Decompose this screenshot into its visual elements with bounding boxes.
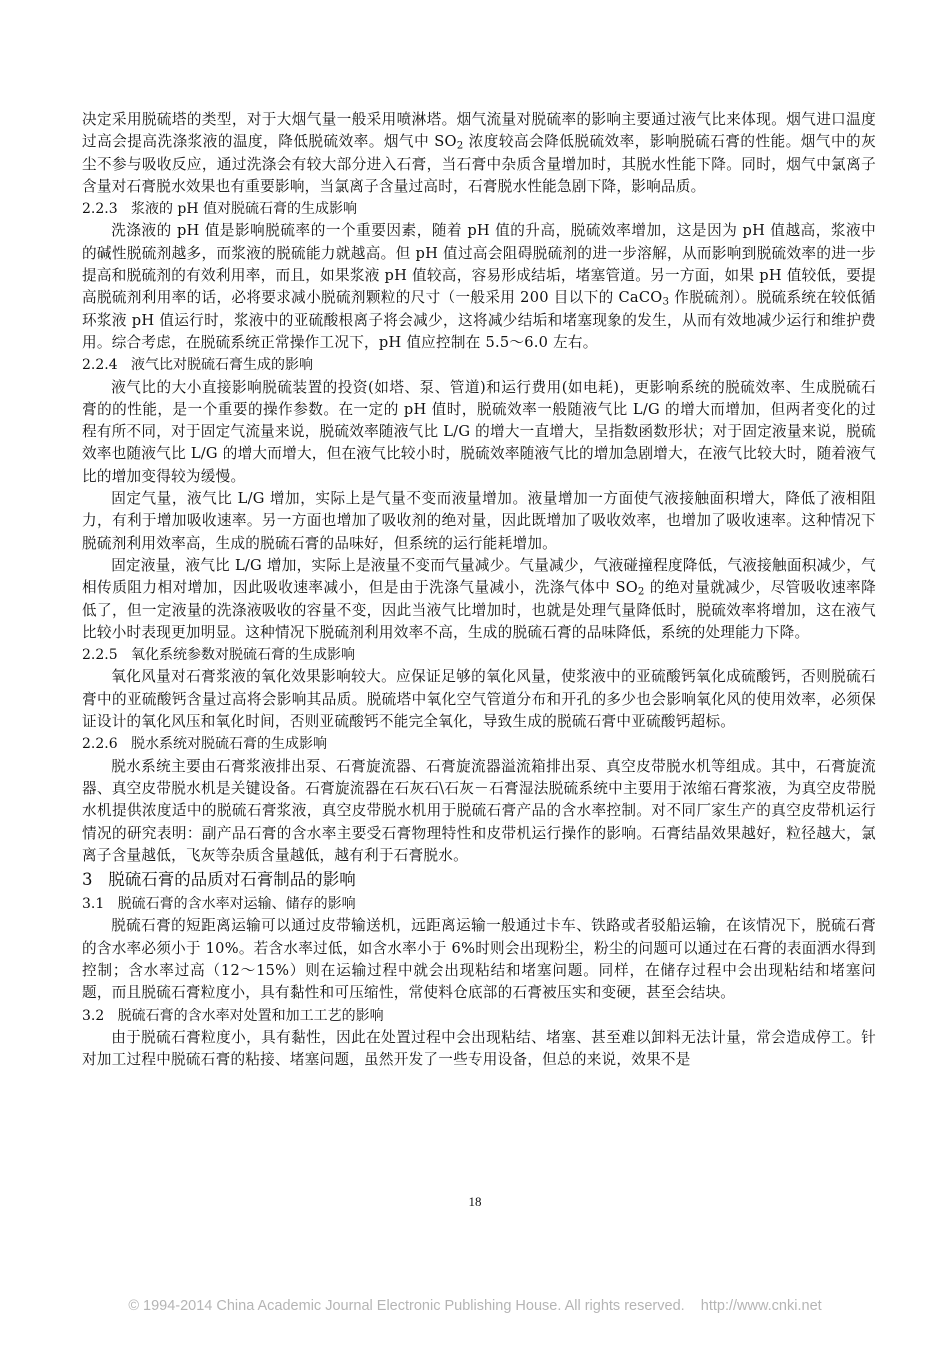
subscript: 3 bbox=[662, 296, 670, 308]
heading-2-2-6: 2.2.6 脱水系统对脱硫石膏的生成影响 bbox=[82, 736, 327, 753]
paragraph-text: 作脱硫剂）。脱硫系统在较低循环浆液 pH 值运行时，浆液中的亚硫酸根离子将会减少，这将减少结垢和堵塞现象的发生，从而有效地减少运行和维护费用。综合考虑，在脱硫系统正常操作工况下，pH 值应控制在 5.5～6.0 左右。 bbox=[82, 289, 877, 351]
paragraph-lg-ratio: 液气比的大小直接影响脱硫装置的投资(如塔、泵、管道)和运行费用(如电耗)，更影响系统的脱硫效率、生成脱硫石膏的的性能，是一个重要的操作参数。在一定的 pH 值时，脱硫效率一般随液气比 L/G 的增大而增加，但两者变化的过程有所不同，对于固定气流量来说，脱硫效率随液气比 L/G 的增大一直增大，呈指数函数形状；对于固定液量来说，脱硫效率也随液气比 L/G 的增大而增大，但在液气比较小时，脱硫效率随液气比的增加急剧增大，在液气比较大时，随着液气比的增加变得较为缓慢。 bbox=[82, 378, 876, 485]
heading-2-2-3: 2.2.3 浆液的 pH 值对脱硫石膏的生成影响 bbox=[82, 201, 358, 218]
paragraph-text: 的绝对量就减少，尽管吸收速率降低了，但一定液量的洗涤液吸收的容量不变，因此当液气比增加时，也就是处理气量降低时，脱硫效率将增加，这在液气比较小时表现更加明显。这种情况下脱硫剂利用效率不高，生成的脱硫石膏的品味降低，系统的处理能力下降。 bbox=[82, 579, 876, 641]
heading-2-2-4: 2.2.4 液气比对脱硫石膏生成的影响 bbox=[82, 357, 313, 374]
paragraph-fixed-liquid bbox=[82, 555, 876, 644]
subscript: 2 bbox=[637, 586, 645, 598]
paragraph-processing: 由于脱硫石膏粒度小，具有黏性，因此在处置过程中会出现粘结、堵塞、甚至难以卸料无法计量，常会造成停工。针对加工过程中脱硫石膏的粘接、堵塞问题，虽然开发了一些专用设备，但总的来说，效果不是 bbox=[82, 1028, 876, 1069]
heading-2-2-5: 2.2.5 氧化系统参数对脱硫石膏的生成影响 bbox=[82, 647, 355, 664]
paragraph-ph bbox=[82, 220, 876, 354]
paragraph-dewatering: 脱水系统主要由石膏浆液排出泵、石膏旋流器、石膏旋流器溢流箱排出泵、真空皮带脱水机等组成。其中，石膏旋流器、真空皮带脱水机是关键设备。石膏旋流器在石灰石\石灰－石膏湿法脱硫系统中主要用于浓缩石膏浆液，为真空皮带脱水机提供浓度适中的脱硫石膏浆液，真空皮带脱水机用于脱硫石膏产品的含水率控制。对不同厂家生产的真空皮带机运行情况的研究表明：副产品石膏的含水率主要受石膏物理特性和皮带机运行操作的影响。石膏结晶效果越好，粒径越大，氯离子含量越低，飞灰等杂质含量越低，越有利于石膏脱水。 bbox=[82, 757, 876, 864]
page-number: 18 bbox=[468, 1194, 482, 1209]
paragraph-text: 固定液量，液气比 L/G 增加，实际上是液量不变而气量减少。气量减少，气液碰撞程度降低，气液接触面积减少，气相传质阻力相对增加，因此吸收速率减小，但是由于洗涤气量减小，洗涤气体中 SO bbox=[82, 556, 876, 597]
copyright-footer: © 1994-2014 China Academic Journal Electronic Publishing House. All rights reserved. http://www.cnki.net bbox=[128, 1298, 822, 1314]
paragraph-text: 浓度较高会降低脱硫效率，影响脱硫石膏的性能。烟气中的灰尘不参与吸收反应，通过洗涤会有较大部分进入石膏，当石膏中杂质含量增加时，其脱水性能下降。同时，烟气中氯离子含量对石膏脱水效果也有重要影响，当氯离子含量过高时，石膏脱水性能急剧下降，影响品质。 bbox=[82, 133, 876, 195]
paragraph-flue-gas bbox=[82, 109, 876, 198]
paragraph-oxidation: 氧化风量对石膏浆液的氧化效果影响较大。应保证足够的氧化风量，使浆液中的亚硫酸钙氧化成硫酸钙，否则脱硫石膏中的亚硫酸钙含量过高将会影响其品质。脱硫塔中氧化空气管道分布和开孔的多少也会影响氧化风的使用效率，必须保证设计的氧化风压和氧化时间，否则亚硫酸钙不能完全氧化，导致生成的脱硫石膏中亚硫酸钙超标。 bbox=[82, 668, 876, 731]
paragraph-text: 洗涤液的 pH 值是影响脱硫率的一个重要因素，随着 pH 值的升高，脱硫效率增加，这是因为 pH 值越高，浆液中的碱性脱硫剂越多，而浆液的脱硫能力就越高。但 pH 值过高会阻碍脱硫剂的进一步溶解，从而影响到脱硫效率的进一步提高和脱硫剂的有效利用率，而且，如果浆液 pH 值较高，容易形成结垢，堵塞管道。另一方面，如果 pH 值较低，要提高脱硫剂利用率的话，必将要求减小脱硫剂颗粒的尺寸（一般采用 200 目以下的 CaCO bbox=[82, 222, 876, 307]
paragraph-text: 决定采用脱硫塔的类型，对于大烟气量一般采用喷淋塔。烟气流量对脱硫率的影响主要通过液气比来体现。烟气进口温度过高会提高洗涤浆液的温度，降低脱硫效率。烟气中 SO bbox=[82, 111, 876, 151]
heading-3: 3 脱硫石膏的品质对石膏制品的影响 bbox=[82, 870, 356, 890]
heading-3-2: 3.2 脱硫石膏的含水率对处置和加工工艺的影响 bbox=[82, 1007, 384, 1024]
article-body bbox=[82, 109, 876, 1071]
paragraph-fixed-gas: 固定气量，液气比 L/G 增加，实际上是气量不变而液量增加。液量增加一方面使气液接触面积增大，降低了液相阻力，有利于增加吸收速率。另一方面也增加了吸收剂的绝对量，因此既增加了吸收效率，也增加了吸收速率。这种情况下脱硫剂利用效率高，生成的脱硫石膏的品味好，但系统的运行能耗增加。 bbox=[82, 490, 876, 552]
subscript: 2 bbox=[456, 140, 464, 152]
heading-3-1: 3.1 脱硫石膏的含水率对运输、储存的影响 bbox=[82, 896, 356, 913]
paragraph-transport: 脱硫石膏的短距离运输可以通过皮带输送机，远距离运输一般通过卡车、铁路或者驳船运输，在该情况下，脱硫石膏的含水率必须小于 10%。若含水率过低，如含水率小于 6%时则会出现粉尘，粉尘的问题可以通过在石膏的表面洒水得到控制；含水率过高（12～15%）则在运输过程中就会出现粘结和堵塞问题。同样，在储存过程中会出现粘结和堵塞问题，而且脱硫石膏粒度小，具有黏性和可压缩性，常使料仓底部的石膏被压实和变硬，甚至会结块。 bbox=[82, 917, 876, 1002]
